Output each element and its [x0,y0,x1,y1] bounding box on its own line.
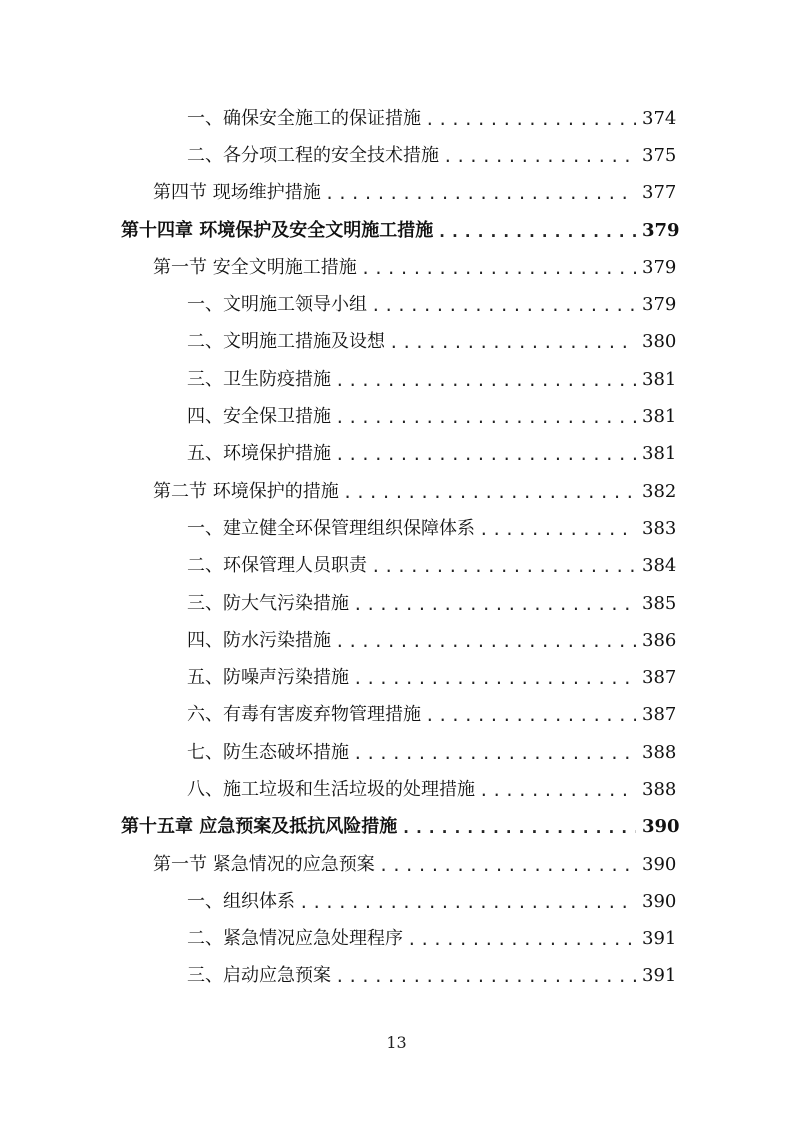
toc-entry-page: 388 [642,778,677,800]
toc-entry-page: 379 [642,219,680,241]
toc-entry-section[interactable] [0,249,793,286]
dot-leader [371,557,636,575]
toc-entry-page: 387 [642,667,677,689]
toc-entry-item[interactable] [0,659,793,696]
toc-entry-page: 390 [642,890,677,912]
toc-entry-title: 二、紧急情况应急处理程序 [187,928,403,950]
toc-entry-title: 三、防大气污染措施 [187,592,349,614]
toc-entry-page: 379 [642,256,677,278]
toc-entry-title: 一、文明施工领导小组 [187,294,367,316]
toc-entry-title: 四、安全保卫措施 [187,406,331,428]
dot-leader [401,818,636,836]
dot-leader [479,781,636,799]
toc-entry-section[interactable] [0,473,793,510]
dot-leader [335,408,636,426]
toc-entry-item[interactable] [0,771,793,808]
toc-entry-item[interactable] [0,324,793,361]
page-number: 13 [386,1033,407,1052]
toc-entry-item[interactable] [0,585,793,622]
toc-entry-page: 391 [642,928,677,950]
table-of-contents [0,100,793,995]
dot-leader [371,296,636,314]
dot-leader [389,333,636,351]
toc-entry-title: 八、施工垃圾和生活垃圾的处理措施 [187,778,475,800]
toc-entry-chapter[interactable] [0,809,793,846]
toc-entry-title: 二、各分项工程的安全技术措施 [187,144,439,166]
toc-entry-item[interactable] [0,398,793,435]
toc-entry-title: 二、文明施工措施及设想 [187,331,385,353]
dot-leader [361,259,636,277]
toc-entry-page: 387 [642,704,677,726]
toc-entry-title: 第十四章 环境保护及安全文明施工措施 [121,219,434,241]
toc-entry-item[interactable] [0,286,793,323]
toc-entry-item[interactable] [0,622,793,659]
toc-entry-page: 391 [642,965,677,987]
toc-entry-item[interactable] [0,361,793,398]
toc-entry-page: 390 [642,816,680,838]
toc-entry-page: 381 [642,406,677,428]
toc-entry-page: 390 [642,853,677,875]
toc-entry-title: 第四节 现场维护措施 [153,182,321,204]
toc-entry-section[interactable] [0,846,793,883]
toc-entry-page: 384 [642,555,677,577]
dot-leader [325,184,636,202]
toc-entry-title: 六、有毒有害废弃物管理措施 [187,704,421,726]
toc-entry-title: 第十五章 应急预案及抵抗风险措施 [121,816,398,838]
toc-entry-item[interactable] [0,137,793,174]
toc-entry-page: 383 [642,517,677,539]
dot-leader [479,520,636,538]
dot-leader [443,147,636,165]
toc-entry-title: 三、启动应急预案 [187,965,331,987]
toc-entry-page: 377 [642,182,677,204]
toc-entry-item[interactable] [0,436,793,473]
toc-entry-page: 381 [642,368,677,390]
dot-leader [437,222,636,240]
toc-entry-item[interactable] [0,510,793,547]
dot-leader [353,595,636,613]
toc-entry-section[interactable] [0,175,793,212]
toc-entry-page: 388 [642,741,677,763]
toc-entry-title: 七、防生态破坏措施 [187,741,349,763]
toc-entry-title: 二、环保管理人员职责 [187,555,367,577]
toc-entry-page: 382 [642,480,677,502]
toc-entry-page: 379 [642,294,677,316]
dot-leader [353,744,636,762]
dot-leader [425,706,636,724]
dot-leader [335,632,636,650]
toc-entry-page: 385 [642,592,677,614]
toc-entry-page: 380 [642,331,677,353]
toc-entry-item[interactable] [0,921,793,958]
dot-leader [425,110,636,128]
toc-entry-page: 386 [642,629,677,651]
toc-entry-item[interactable] [0,548,793,585]
toc-entry-title: 三、卫生防疫措施 [187,368,331,390]
toc-entry-title: 第一节 安全文明施工措施 [153,256,357,278]
dot-leader [335,967,636,985]
dot-leader [407,930,636,948]
toc-entry-item[interactable] [0,697,793,734]
dot-leader [353,669,636,687]
toc-entry-title: 第一节 紧急情况的应急预案 [153,853,375,875]
toc-entry-title: 四、防水污染措施 [187,629,331,651]
toc-entry-title: 一、建立健全环保管理组织保障体系 [187,517,475,539]
toc-entry-item[interactable] [0,100,793,137]
toc-entry-chapter[interactable] [0,212,793,249]
toc-entry-page: 374 [642,107,677,129]
toc-entry-title: 五、环境保护措施 [187,443,331,465]
dot-leader [379,856,636,874]
dot-leader [343,483,636,501]
dot-leader [299,893,636,911]
toc-entry-item[interactable] [0,883,793,920]
toc-entry-item[interactable] [0,958,793,995]
toc-entry-title: 一、确保安全施工的保证措施 [187,107,421,129]
dot-leader [335,371,636,389]
toc-entry-item[interactable] [0,734,793,771]
toc-entry-page: 375 [642,144,677,166]
toc-entry-title: 第二节 环境保护的措施 [153,480,339,502]
toc-entry-title: 一、组织体系 [187,890,295,912]
toc-entry-title: 五、防噪声污染措施 [187,667,349,689]
dot-leader [335,445,636,463]
toc-entry-page: 381 [642,443,677,465]
